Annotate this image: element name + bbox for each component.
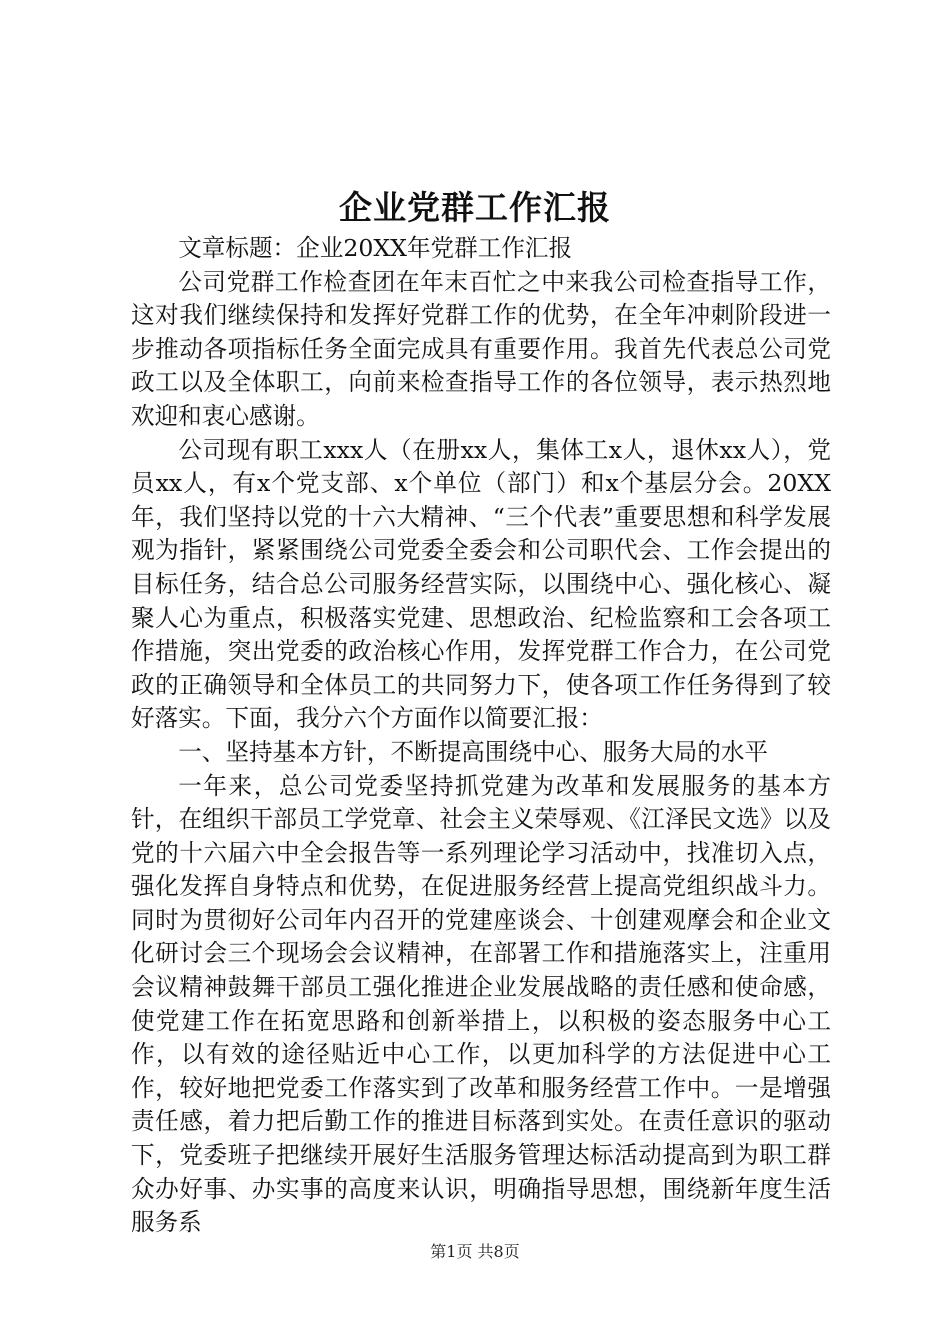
document-title: 企业党群工作汇报: [339, 188, 611, 227]
document-body: [131, 232, 831, 1240]
intro-paragraph: 公司党群工作检查团在年末百忙之中来我公司检查指导工作，这对我们继续保持和发挥好党群工作的优势，在全年冲刺阶段进一步推动各项指标任务全面完成具有重要作用。我首先代表总公司党政工以及全体职工，向前来检查指导工作的各位领导，表示热烈地欢迎和衷心感谢。: [131, 267, 831, 430]
page-number-footer: 第1页 共8页: [430, 1242, 520, 1261]
overview-paragraph: 公司现有职工xxx人（在册xx人，集体工x人，退休xx人），党员xx人，有x个党支部、x个单位（部门）和x个基层分会。20XX年，我们坚持以党的十六大精神、“三个代表”重要思想和科学发展观为指针，紧紧围绕公司党委全委会和公司职代会、工作会提出的目标任务，结合总公司服务经营实际，以围绕中心、强化核心、凝聚人心为重点，积极落实党建、思想政治、纪检监察和工会各项工作措施，突出党委的政治核心作用，发挥党群工作合力，在公司党政的正确领导和全体员工的共同努力下，使各项工作任务得到了较好落实。下面，我分六个方面作以简要汇报：: [131, 435, 831, 733]
section-1-paragraph: 一年来，总公司党委坚持抓党建为改革和发展服务的基本方针，在组织干部员工学党章、社会主义荣辱观、《江泽民文选》以及党的十六届六中全会报告等一系列理论学习活动中，找准切入点，强化发挥自身特点和优势，在促进服务经营上提高党组织战斗力。同时为贯彻好公司年内召开的党建座谈会、十创建观摩会和企业文化研讨会三个现场会会议精神，在部署工作和措施落实上，注重用会议精神鼓舞干部员工强化推进企业发展战略的责任感和使命感，使党建工作在拓宽思路和创新举措上，以积极的姿态服务中心工作，以有效的途径贴近中心工作，以更加科学的方法促进中心工作，较好地把党委工作落实到了改革和服务经营工作中。一是增强责任感，着力把后勤工作的推进目标落到实处。在责任意识的驱动下，党委班子把继续开展好生活服务管理达标活动提高到为职工群众办好事、办实事的高度来认识，明确指导思想，围绕新年度生活服务系: [131, 771, 831, 1237]
section-heading-1: 一、坚持基本方针，不断提高围绕中心、服务大局的水平: [178, 737, 769, 766]
article-title-line: 文章标题：企业20XX年党群工作汇报: [178, 234, 573, 262]
